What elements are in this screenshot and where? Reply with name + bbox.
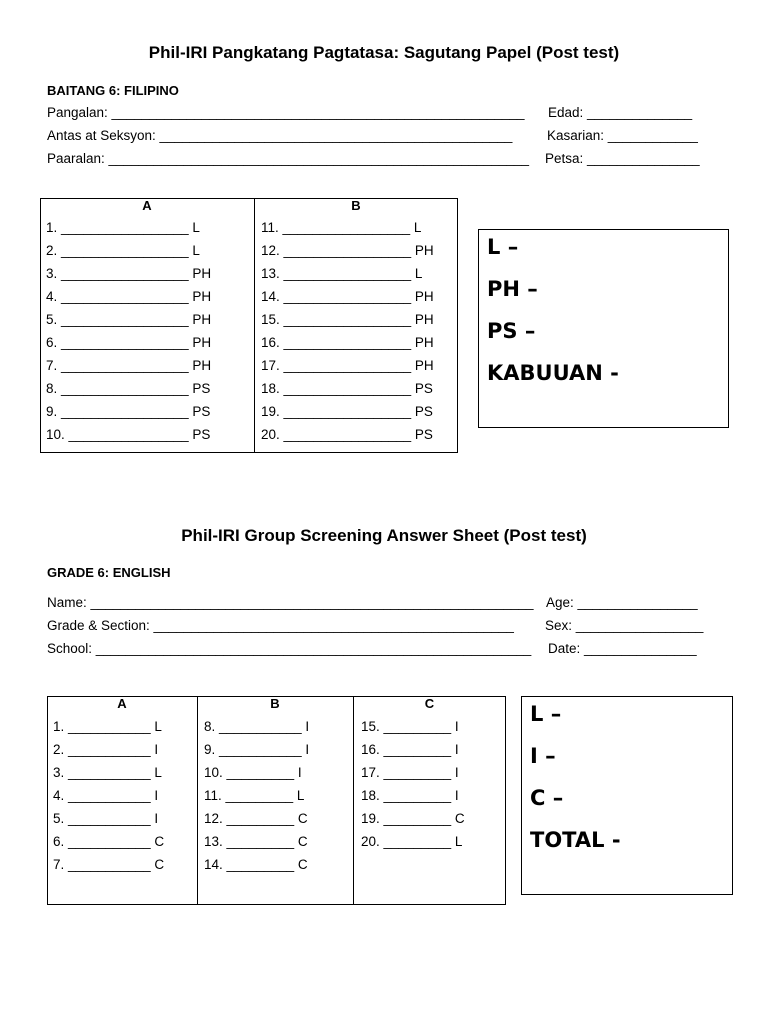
answer-item[interactable]: 12. _________ C	[204, 811, 308, 826]
score-label: L –	[487, 235, 519, 259]
answer-item[interactable]: 12. _________________ PH	[261, 243, 434, 258]
english-sex-field[interactable]: Sex: _________________	[545, 618, 704, 633]
score-label: TOTAL -	[530, 828, 621, 852]
column-header-b: B	[270, 696, 280, 711]
answer-item[interactable]: 2. _________________ L	[46, 243, 200, 258]
column-header-b: B	[351, 198, 361, 213]
answer-item[interactable]: 15. _________________ PH	[261, 312, 434, 327]
answer-item[interactable]: 18. _________ I	[361, 788, 459, 803]
answer-item[interactable]: 11. _________ L	[204, 788, 305, 803]
answer-item[interactable]: 3. _________________ PH	[46, 266, 212, 281]
filipino-section-field[interactable]: Antas at Seksyon: _______________________________________________	[47, 128, 513, 143]
answer-item[interactable]: 17. _________ I	[361, 765, 459, 780]
answer-item[interactable]: 16. _________________ PH	[261, 335, 434, 350]
filipino-name-field[interactable]: Pangalan: _______________________________________________________	[47, 105, 525, 120]
filipino-sex-field[interactable]: Kasarian: ____________	[547, 128, 698, 143]
answer-item[interactable]: 4. ___________ I	[53, 788, 159, 803]
answer-item[interactable]: 9. ___________ I	[204, 742, 310, 757]
answer-item[interactable]: 19. _________________ PS	[261, 404, 433, 419]
answer-item[interactable]: 2. ___________ I	[53, 742, 159, 757]
column-header-a: A	[142, 198, 152, 213]
score-label: I –	[530, 744, 556, 768]
answer-item[interactable]: 6. ___________ C	[53, 834, 165, 849]
score-label: L –	[530, 702, 562, 726]
filipino-date-field[interactable]: Petsa: _______________	[545, 151, 700, 166]
score-label: C –	[530, 786, 564, 810]
answer-item[interactable]: 13. _________ C	[204, 834, 308, 849]
english-date-field[interactable]: Date: _______________	[548, 641, 697, 656]
column-header-a: A	[117, 696, 127, 711]
answer-item[interactable]: 17. _________________ PH	[261, 358, 434, 373]
answer-item[interactable]: 7. _________________ PH	[46, 358, 212, 373]
answer-item[interactable]: 7. ___________ C	[53, 857, 165, 872]
english-name-field[interactable]: Name: ___________________________________________________________	[47, 595, 534, 610]
answer-item[interactable]: 19. _________ C	[361, 811, 465, 826]
answer-item[interactable]: 14. _________ C	[204, 857, 308, 872]
column-header-c: C	[424, 696, 435, 711]
score-label: PH –	[487, 277, 538, 301]
table-divider	[197, 696, 198, 905]
english-section-field[interactable]: Grade & Section: ________________________________________________	[47, 618, 514, 633]
answer-item[interactable]: 16. _________ I	[361, 742, 459, 757]
filipino-school-field[interactable]: Paaralan: ________________________________________________________	[47, 151, 529, 166]
answer-item[interactable]: 18. _________________ PS	[261, 381, 433, 396]
answer-item[interactable]: 10. _________ I	[204, 765, 302, 780]
english-age-field[interactable]: Age: ________________	[546, 595, 698, 610]
answer-item[interactable]: 6. _________________ PH	[46, 335, 212, 350]
answer-item[interactable]: 8. ___________ I	[204, 719, 310, 734]
english-school-field[interactable]: School: __________________________________________________________	[47, 641, 532, 656]
filipino-title: Phil-IRI Pangkatang Pagtatasa: Sagutang Papel (Post test)	[148, 43, 620, 62]
answer-item[interactable]: 5. _________________ PH	[46, 312, 212, 327]
answer-item[interactable]: 3. ___________ L	[53, 765, 162, 780]
filipino-grade-label: BAITANG 6: FILIPINO	[47, 83, 179, 98]
table-divider	[353, 696, 354, 905]
answer-item[interactable]: 9. _________________ PS	[46, 404, 211, 419]
answer-item[interactable]: 10. ________________ PS	[46, 427, 211, 442]
answer-item[interactable]: 14. _________________ PH	[261, 289, 434, 304]
answer-item[interactable]: 11. _________________ L	[261, 220, 422, 235]
answer-item[interactable]: 15. _________ I	[361, 719, 459, 734]
answer-item[interactable]: 5. ___________ I	[53, 811, 159, 826]
answer-item[interactable]: 8. _________________ PS	[46, 381, 211, 396]
answer-item[interactable]: 4. _________________ PH	[46, 289, 212, 304]
score-label: PS –	[487, 319, 536, 343]
filipino-age-field[interactable]: Edad: ______________	[548, 105, 693, 120]
answer-item[interactable]: 1. _________________ L	[46, 220, 200, 235]
english-grade-label: GRADE 6: ENGLISH	[47, 565, 171, 580]
answer-item[interactable]: 1. ___________ L	[53, 719, 162, 734]
answer-item[interactable]: 20. _________ L	[361, 834, 463, 849]
answer-item[interactable]: 20. _________________ PS	[261, 427, 433, 442]
english-title: Phil-IRI Group Screening Answer Sheet (Post test)	[181, 526, 587, 545]
score-label: KABUUAN -	[487, 361, 619, 385]
answer-item[interactable]: 13. _________________ L	[261, 266, 423, 281]
table-divider	[254, 198, 255, 453]
